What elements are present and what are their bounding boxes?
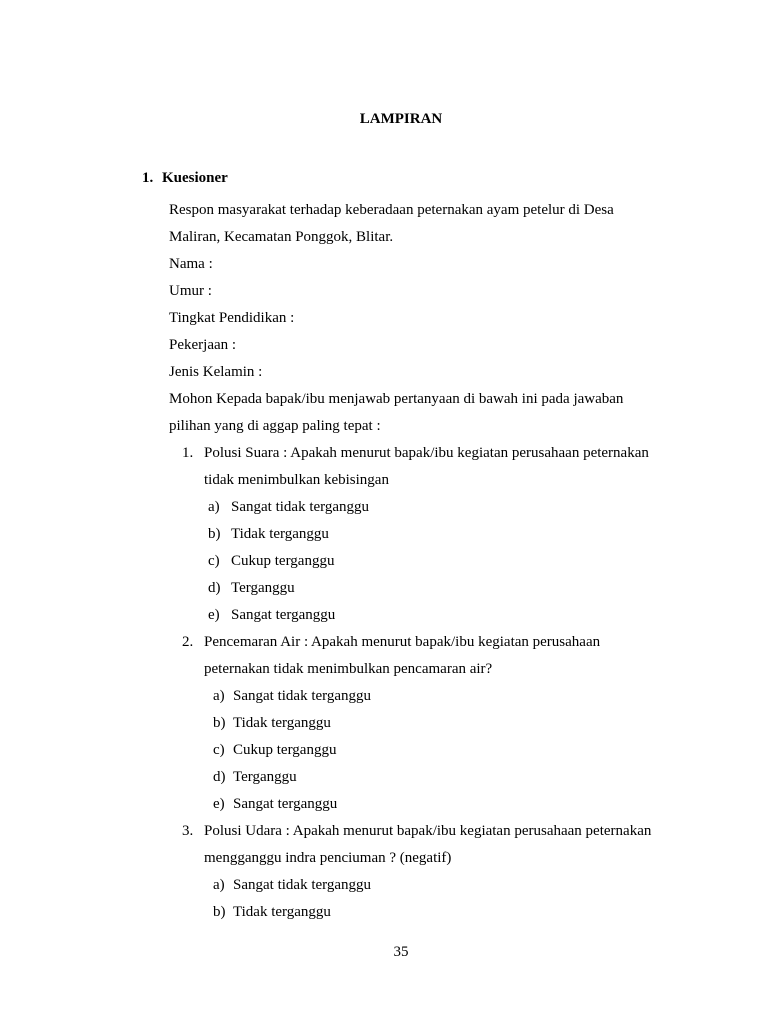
option-item <box>169 737 689 764</box>
option-letter: a) <box>213 688 225 704</box>
section-title: Kuesioner <box>162 170 228 186</box>
option-letter: d) <box>213 769 226 785</box>
option-letter: b) <box>208 526 221 542</box>
option-item <box>169 521 689 548</box>
option-text: Cukup terganggu <box>233 742 337 758</box>
question-number: 2. <box>182 634 194 650</box>
page-number: 35 <box>393 944 409 960</box>
field-age: Umur : <box>169 283 212 299</box>
option-text: Sangat tidak terganggu <box>231 499 370 515</box>
option-item <box>169 791 689 818</box>
option-letter: c) <box>208 553 220 569</box>
option-letter: d) <box>208 580 221 596</box>
field-education: Tingkat Pendidikan : <box>169 310 295 326</box>
field-occupation: Pekerjaan : <box>169 337 237 353</box>
section-number: 1. <box>142 170 154 186</box>
option-letter: b) <box>213 715 226 731</box>
question-continuation: peternakan tidak menimbulkan pencamaran air? <box>204 661 493 677</box>
question-2 <box>169 629 689 656</box>
option-text: Tidak terganggu <box>233 904 331 920</box>
intro-line: Respon masyarakat terhadap keberadaan peternakan ayam petelur di Desa <box>169 202 614 218</box>
intro-line: Maliran, Kecamatan Ponggok, Blitar. <box>169 229 394 245</box>
option-letter: c) <box>213 742 225 758</box>
question-1 <box>169 440 689 467</box>
option-item <box>169 872 689 899</box>
question-3 <box>169 818 689 845</box>
option-text: Terganggu <box>231 580 295 596</box>
option-text: Tidak terganggu <box>231 526 329 542</box>
option-text: Sangat terganggu <box>233 796 338 812</box>
instruction-line: Mohon Kepada bapak/ibu menjawab pertanyaan di bawah ini pada jawaban <box>169 391 624 407</box>
page-title: LAMPIRAN <box>359 111 443 127</box>
instruction-line: pilihan yang di aggap paling tepat : <box>169 418 381 434</box>
option-item <box>169 548 689 575</box>
question-text: Polusi Udara : Apakah menurut bapak/ibu kegiatan perusahaan peternakan <box>204 823 652 839</box>
question-text: Pencemaran Air : Apakah menurut bapak/ibu kegiatan perusahaan <box>204 634 601 650</box>
option-item <box>169 683 689 710</box>
option-letter: a) <box>208 499 220 515</box>
section-heading <box>142 168 228 188</box>
option-item <box>169 899 689 926</box>
option-text: Cukup terganggu <box>231 553 335 569</box>
option-text: Tidak terganggu <box>233 715 331 731</box>
option-item <box>169 710 689 737</box>
questionnaire-body <box>169 197 689 926</box>
option-item <box>169 764 689 791</box>
option-letter: e) <box>208 607 220 623</box>
option-item <box>169 602 689 629</box>
option-letter: a) <box>213 877 225 893</box>
field-name: Nama : <box>169 256 213 272</box>
option-text: Sangat tidak terganggu <box>233 877 372 893</box>
question-continuation: tidak menimbulkan kebisingan <box>204 472 389 488</box>
option-letter: b) <box>213 904 226 920</box>
option-letter: e) <box>213 796 225 812</box>
option-item <box>169 575 689 602</box>
option-text: Sangat terganggu <box>231 607 336 623</box>
question-continuation: mengganggu indra penciuman ? (negatif) <box>204 850 452 866</box>
question-number: 1. <box>182 445 194 461</box>
option-text: Terganggu <box>233 769 297 785</box>
question-text: Polusi Suara : Apakah menurut bapak/ibu kegiatan perusahaan peternakan <box>204 445 649 461</box>
field-gender: Jenis Kelamin : <box>169 364 263 380</box>
option-text: Sangat tidak terganggu <box>233 688 372 704</box>
question-number: 3. <box>182 823 194 839</box>
option-item <box>169 494 689 521</box>
